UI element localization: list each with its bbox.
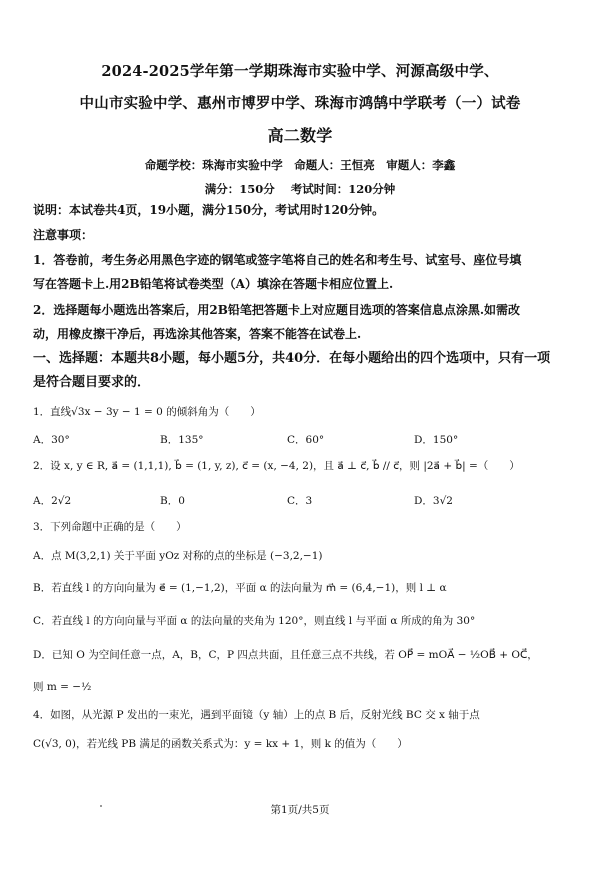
exam-subject: 高二数学 [267,126,333,145]
q1-option-d: D．150° [414,434,459,446]
notice-item-1-line-2: 写在答题卡上.用2B铅笔将试卷类型（A）填涂在答题卡相应位置上. [33,277,394,291]
question-4-line-1: 4．如图，从光源 P 发出的一束光，遇到平面镜（y 轴）上的点 B 后，反射光线 BC 交 x 轴于点 [33,709,480,721]
question-4-line-2: C(√3, 0)，若光线 PB 满足的函数关系式为：y = kx + 1，则 k 的值为（ ） [33,738,408,750]
question-1-stem: 1．直线√3x − 3y − 1 = 0 的倾斜角为（ ） [33,406,261,418]
q3-option-b: B．若直线 l 的方向向量为 e⃗ = (1,−1,2)，平面 α 的法向量为 m⃗ = (6,4,−1)，则 l ⊥ α [33,582,447,594]
q3-option-a: A．点 M(3,2,1) 关于平面 yOz 对称的点的坐标是 (−3,2,−1) [33,550,323,562]
exam-description: 说明：本试卷共4页，19小题，满分150分，考试用时120分钟。 [33,203,385,217]
q3-option-c: C．若直线 l 的方向向量与平面 α 的法向量的夹角为 120°，则直线 l 与平面 α 所成的角为 30° [33,615,476,627]
q2-option-d: D．3√2 [414,495,453,507]
section-1-heading-line-1: 一、选择题：本题共8小题，每小题5分，共40分．在每小题给出的四个选项中，只有一项 [33,351,551,366]
page-footer: 第1页/共5页 [270,804,330,816]
q3-option-d-line-1: D．已知 O 为空间任意一点，A，B，C，P 四点共面，且任意三点不共线，若 OP⃗ = mOA⃗ − ½OB⃗ + OC⃗， [33,649,538,661]
question-3-stem: 3．下列命题中正确的是（ ） [33,521,187,533]
q1-option-c: C．60° [287,434,325,446]
exam-title-line-2: 中山市实验中学、惠州市博罗中学、珠海市鸿鹄中学联考（一）试卷 [79,95,521,112]
exam-score-time [0,181,600,197]
notice-item-2-line-2: 动，用橡皮擦干净后，再选涂其他答案，答案不能答在试卷上. [33,327,362,341]
notice-item-2-line-1: 2．选择题每小题选出答案后，用2B铅笔把答题卡上对应题目选项的答案信息点涂黑.如需改 [33,303,521,317]
exam-authors: 命题学校：珠海市实验中学 命题人：王恒亮 审题人：李鑫 [144,158,456,172]
q3-option-d-line-2: 则 m = −½ [33,681,92,693]
notice-item-1-line-1: 1．答卷前，考生务必用黑色字迹的钢笔或签字笔将自己的姓名和考生号、试室号、座位号填 [33,253,522,267]
exam-time: 考试时间：120分钟 [290,182,396,196]
section-1-heading-line-2: 是符合题目要求的． [33,375,151,390]
q2-option-c: C．3 [287,495,313,507]
q2-option-a: A．2√2 [33,495,72,507]
q2-option-b: B．0 [160,495,185,507]
full-score: 满分：150分 [204,182,275,196]
notice-title: 注意事项： [33,228,94,242]
exam-title-line-1: 2024-2025学年第一学期珠海市实验中学、河源高级中学、 [101,63,499,80]
q1-option-a: A．30° [33,434,70,446]
question-2-stem: 2．设 x, y ∈ R, a⃗ = (1,1,1), b⃗ = (1, y, z), c⃗ = (x, −4, 2)，且 a⃗ ⊥ c⃗, b⃗ // c⃗，则 |2a⃗ + b⃗| =（ ） [33,460,520,472]
q1-option-b: B．135° [160,434,204,446]
